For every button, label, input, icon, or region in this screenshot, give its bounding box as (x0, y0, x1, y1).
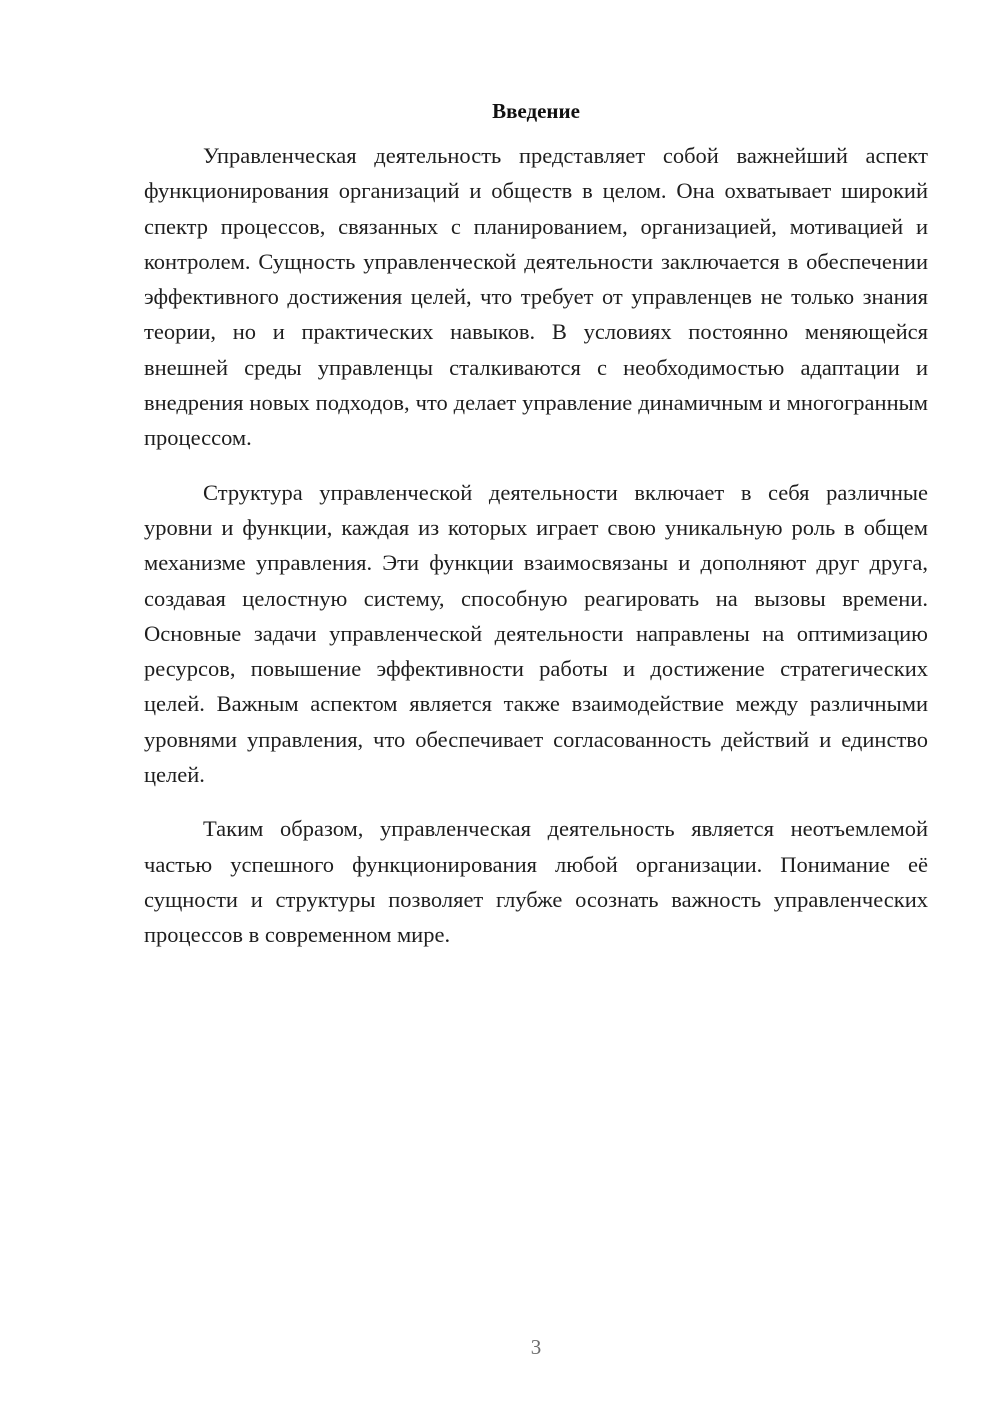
page-number: 3 (530, 1335, 542, 1359)
paragraph-3: Таким образом, управленческая деятельность является неотъемлемой частью успешного функционирования любой организации. Понимание её сущности и структуры позволяет глубже осознать важность управленческих процессов в современном мире. (144, 816, 928, 948)
paragraph-1: Управленческая деятельность представляет собой важнейший аспект функционирования организаций и обществ в целом. Она охватывает широкий спектр процессов, связанных с планированием, организацией, мотивацией и контролем. Сущность управленческой деятельности заключается в обеспечении эффективного достижения целей, что требует от управленцев не только знания теории, но и практических навыков. В условиях постоянно меняющейся внешней среды управленцы сталкиваются с необходимостью адаптации и внедрения новых подходов, что делает управление динамичным и многогранным процессом. (144, 143, 928, 451)
paragraph-2: Структура управленческой деятельности включает в себя различные уровни и функции, каждая из которых играет свою уникальную роль в общем механизме управления. Эти функции взаимосвязаны и дополняют друг друга, создавая целостную систему, способную реагировать на вызовы времени. Основные задачи управленческой деятельности направлены на оптимизацию ресурсов, повышение эффективности работы и достижение стратегических целей. Важным аспектом является также взаимодействие между различными уровнями управления, что обеспечивает согласованность действий и единство целей. (144, 479, 928, 788)
page-content (144, 96, 928, 953)
section-heading: Введение (492, 99, 580, 123)
